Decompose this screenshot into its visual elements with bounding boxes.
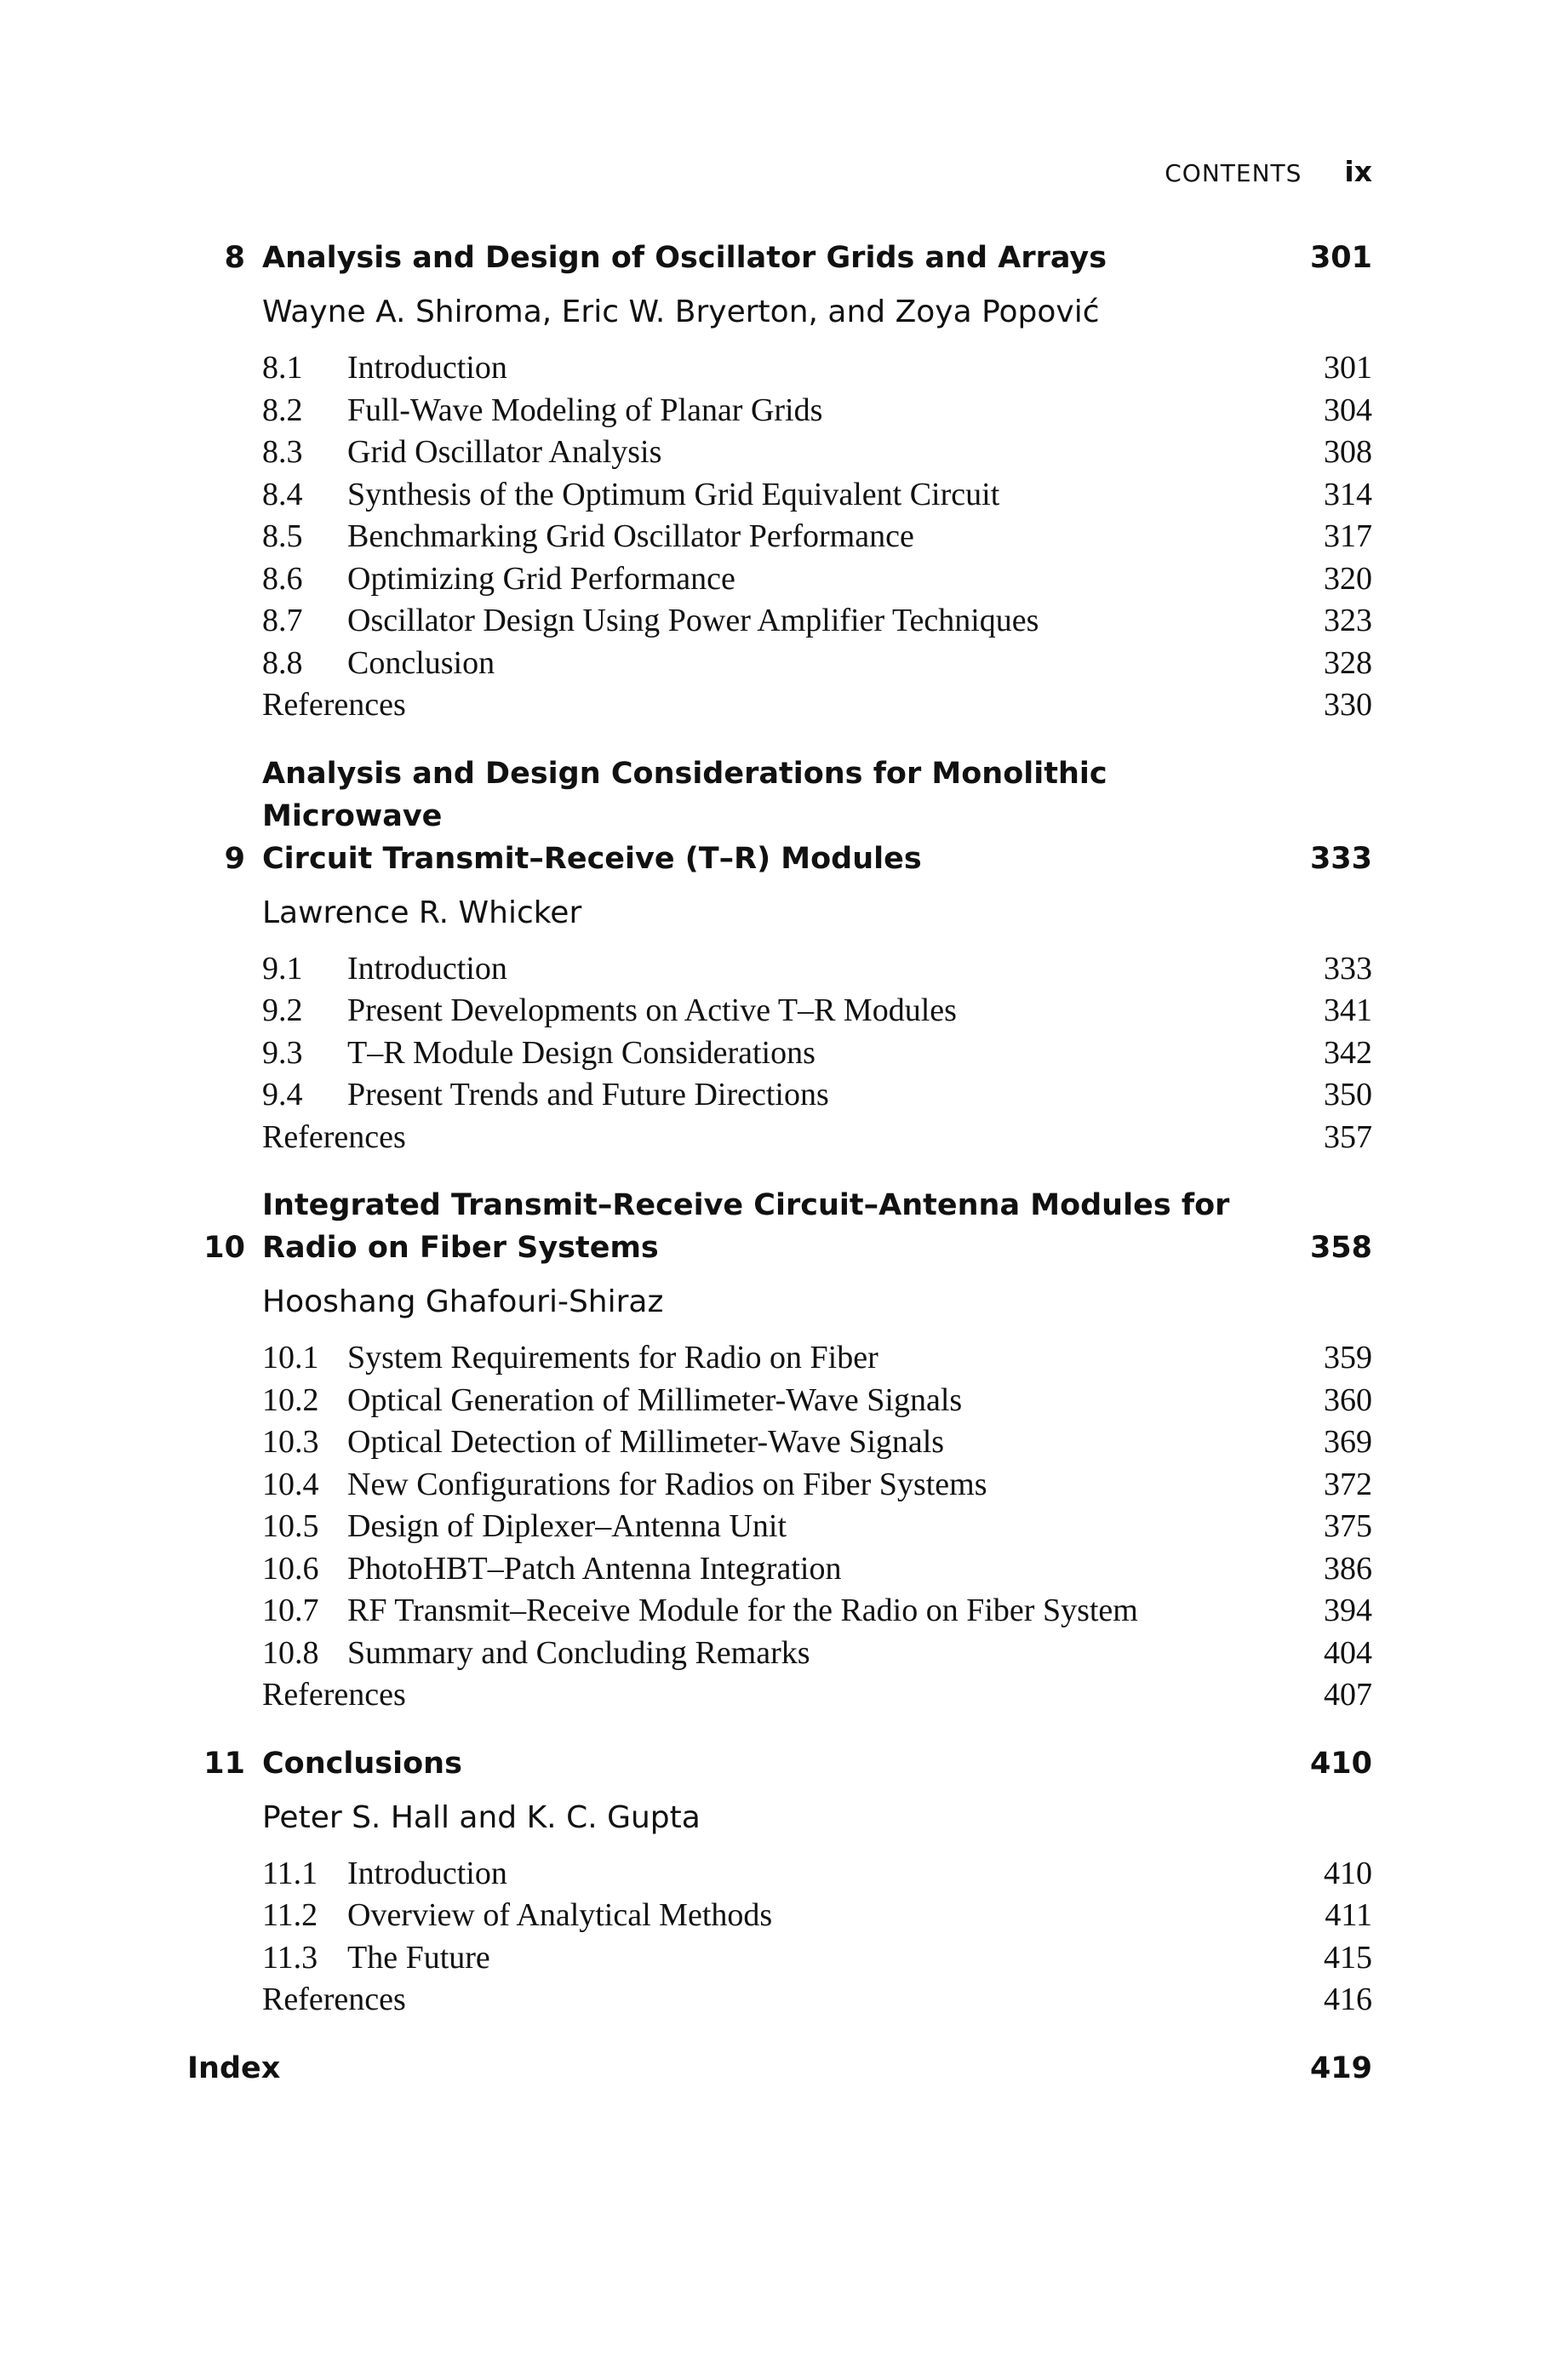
chapter-title <box>262 237 1270 279</box>
chapter-page: 358 <box>1309 1231 1372 1265</box>
section-title: PhotoHBT–Patch Antenna Integration <box>347 1550 842 1587</box>
section-number: 8.6 <box>262 560 303 597</box>
chapter-title <box>262 752 1270 880</box>
chapter-title-line: Conclusions <box>262 1746 462 1781</box>
chapter-number: 8 <box>224 241 245 275</box>
chapter-authors: Hooshang Ghafouri-Shiraz <box>262 1284 664 1319</box>
section-number: 8.3 <box>262 434 303 470</box>
table-of-contents <box>187 237 1372 2090</box>
section-title: Optimizing Grid Performance <box>347 560 735 597</box>
section-title: Synthesis of the Optimum Grid Equivalent Circuit <box>347 476 1000 512</box>
section-page: 357 <box>1324 1118 1372 1155</box>
section-page: 333 <box>1324 950 1372 987</box>
section-entry <box>262 948 1372 991</box>
section-entry <box>262 1633 1372 1675</box>
section-page: 304 <box>1324 392 1372 428</box>
section-page: 394 <box>1324 1593 1372 1628</box>
section-number: 9.4 <box>262 1077 303 1112</box>
section-number: 10.6 <box>262 1550 319 1587</box>
section-list <box>262 948 1372 1159</box>
section-list <box>262 1853 1372 2022</box>
section-entry <box>262 990 1372 1032</box>
section-page: 410 <box>1324 1855 1372 1891</box>
section-page: 328 <box>1324 644 1372 681</box>
section-title: Summary and Concluding Remarks <box>347 1634 810 1671</box>
section-title: Introduction <box>347 350 507 386</box>
section-title: Optical Detection of Millimeter-Wave Signals <box>347 1424 945 1460</box>
section-entry <box>262 1380 1372 1422</box>
section-page: 342 <box>1324 1034 1372 1071</box>
chapter-entry <box>187 1184 1372 1717</box>
section-entry <box>262 1032 1372 1075</box>
section-title: References <box>262 1677 406 1713</box>
section-entry <box>262 347 1372 390</box>
section-entry <box>262 1979 1372 2022</box>
section-entry <box>262 474 1372 517</box>
chapter-title-line: Analysis and Design of Oscillator Grids and Arrays <box>262 241 1107 275</box>
section-page: 308 <box>1324 434 1372 470</box>
section-title: Introduction <box>347 1855 507 1891</box>
section-page: 404 <box>1324 1634 1372 1671</box>
chapter-entry <box>187 1742 1372 2022</box>
chapter-page: 301 <box>1309 241 1372 275</box>
section-page: 360 <box>1324 1381 1372 1418</box>
section-title: Overview of Analytical Methods <box>347 1897 773 1933</box>
chapter-number: 9 <box>224 841 245 876</box>
section-title: Benchmarking Grid Oscillator Performance <box>347 518 914 554</box>
section-page: 323 <box>1324 603 1372 638</box>
section-number: 10.1 <box>262 1340 319 1375</box>
section-number: 11.1 <box>262 1855 318 1891</box>
section-title: Grid Oscillator Analysis <box>347 434 662 470</box>
section-title: Design of Diplexer–Antenna Unit <box>347 1508 787 1544</box>
chapter-title <box>262 1184 1270 1269</box>
chapter-title-row <box>187 237 1372 279</box>
section-entry <box>262 1074 1372 1117</box>
chapter-page: 410 <box>1309 1746 1372 1781</box>
chapter-title-line: Analysis and Design Considerations for Monolithic Microwave <box>262 756 1107 833</box>
section-entry <box>262 1337 1372 1380</box>
chapter-title-row <box>187 1742 1372 1785</box>
section-title: References <box>262 1118 406 1155</box>
section-title: References <box>262 1982 406 2017</box>
section-entry <box>262 1506 1372 1548</box>
section-title: Full-Wave Modeling of Planar Grids <box>347 392 823 428</box>
section-number: 8.8 <box>262 644 303 681</box>
section-entry <box>262 643 1372 685</box>
index-entry <box>187 2047 1372 2090</box>
chapter-number: 10 <box>203 1231 245 1265</box>
section-entry <box>262 1421 1372 1464</box>
chapter-title <box>262 1742 1270 1785</box>
section-entry <box>262 558 1372 601</box>
section-number: 8.1 <box>262 350 303 386</box>
section-page: 317 <box>1324 518 1372 554</box>
section-title: The Future <box>347 1939 490 1976</box>
section-title: T–R Module Design Considerations <box>347 1034 815 1071</box>
section-page: 330 <box>1324 687 1372 723</box>
section-title: Optical Generation of Millimeter-Wave Signals <box>347 1381 963 1418</box>
running-head-label: CONTENTS <box>1165 159 1302 187</box>
running-head <box>1165 155 1372 188</box>
section-number: 10.2 <box>262 1381 319 1418</box>
chapter-title-row <box>187 752 1372 880</box>
section-page: 320 <box>1324 560 1372 597</box>
section-list <box>262 347 1372 727</box>
section-page: 375 <box>1324 1508 1372 1544</box>
index-title: Index <box>187 2050 281 2085</box>
section-page: 372 <box>1324 1466 1372 1502</box>
section-entry <box>262 390 1372 432</box>
section-number: 8.7 <box>262 603 303 638</box>
section-page: 411 <box>1325 1897 1372 1933</box>
section-entry <box>262 1548 1372 1591</box>
section-number: 10.4 <box>262 1466 319 1502</box>
section-number: 10.7 <box>262 1593 319 1628</box>
section-page: 369 <box>1324 1424 1372 1460</box>
section-entry <box>262 1937 1372 1980</box>
section-title: Present Developments on Active T–R Modules <box>347 992 957 1028</box>
section-entry <box>262 1895 1372 1937</box>
section-number: 9.1 <box>262 950 303 987</box>
section-title: Introduction <box>347 950 507 987</box>
section-page: 359 <box>1324 1340 1372 1375</box>
section-title: Conclusion <box>347 644 495 681</box>
section-page: 350 <box>1324 1077 1372 1112</box>
section-title: RF Transmit–Receive Module for the Radio on Fiber System <box>347 1593 1138 1628</box>
section-page: 416 <box>1324 1982 1372 2017</box>
section-number: 9.2 <box>262 992 303 1028</box>
section-number: 8.4 <box>262 476 303 512</box>
page-number: ix <box>1344 155 1372 188</box>
section-number: 11.3 <box>262 1939 318 1976</box>
section-title: System Requirements for Radio on Fiber <box>347 1340 878 1375</box>
section-page: 341 <box>1324 992 1372 1028</box>
chapter-title-row <box>187 1184 1372 1269</box>
chapter-authors: Lawrence R. Whicker <box>262 895 582 930</box>
section-number: 10.8 <box>262 1634 319 1671</box>
index-page: 419 <box>1309 2050 1372 2085</box>
section-title: Present Trends and Future Directions <box>347 1077 829 1112</box>
section-entry <box>262 1117 1372 1159</box>
chapter-title-line: Circuit Transmit–Receive (T–R) Modules <box>262 841 922 876</box>
chapter-entry <box>187 237 1372 727</box>
chapter-authors: Wayne A. Shiroma, Eric W. Bryerton, and Zoya Popović <box>262 295 1100 329</box>
chapter-entry <box>187 752 1372 1159</box>
section-title: Oscillator Design Using Power Amplifier Techniques <box>347 603 1039 638</box>
section-entry <box>262 684 1372 727</box>
section-entry <box>262 1853 1372 1896</box>
section-entry <box>262 432 1372 474</box>
section-number: 11.2 <box>262 1897 318 1933</box>
section-number: 8.5 <box>262 518 303 554</box>
section-number: 9.3 <box>262 1034 303 1071</box>
chapter-title-line: Radio on Fiber Systems <box>262 1231 659 1265</box>
chapter-number: 11 <box>203 1746 245 1781</box>
section-title: References <box>262 687 406 723</box>
section-number: 8.2 <box>262 392 303 428</box>
section-title: New Configurations for Radios on Fiber Systems <box>347 1466 987 1502</box>
section-entry <box>262 1590 1372 1633</box>
section-page: 386 <box>1324 1550 1372 1587</box>
section-number: 10.5 <box>262 1508 319 1544</box>
chapter-title-line: Integrated Transmit–Receive Circuit–Antenna Modules for <box>262 1188 1230 1222</box>
chapter-authors: Peter S. Hall and K. C. Gupta <box>262 1799 701 1835</box>
section-entry <box>262 1464 1372 1507</box>
section-page: 407 <box>1324 1677 1372 1713</box>
section-entry <box>262 600 1372 643</box>
section-entry <box>262 516 1372 558</box>
section-entry <box>262 1674 1372 1717</box>
section-page: 415 <box>1324 1939 1372 1976</box>
section-number: 10.3 <box>262 1424 319 1460</box>
chapter-page: 333 <box>1309 841 1372 876</box>
section-page: 301 <box>1324 350 1372 386</box>
section-list <box>262 1337 1372 1717</box>
section-page: 314 <box>1324 476 1372 512</box>
